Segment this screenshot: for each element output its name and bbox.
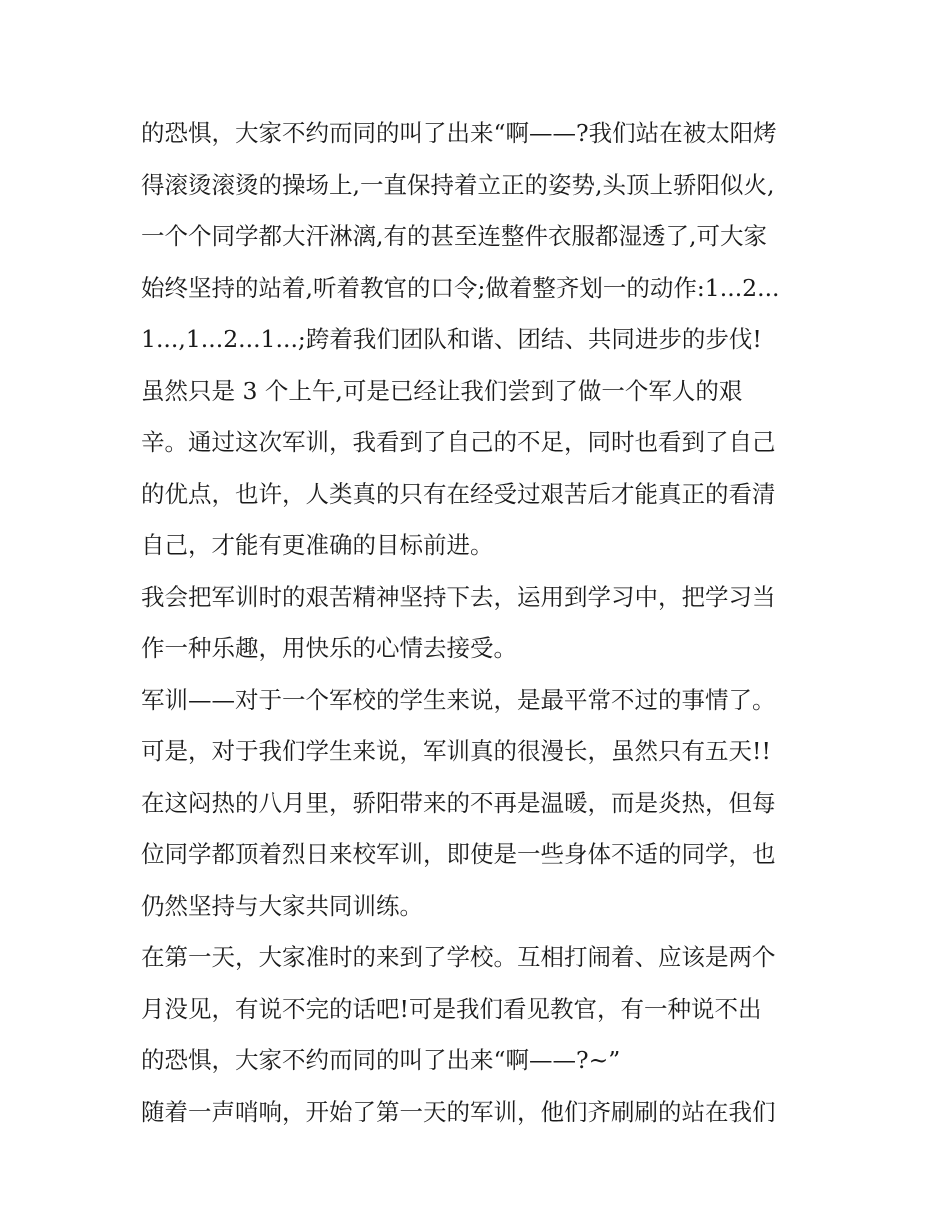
text-line: 可是，对于我们学生来说，军训真的很漫长，虽然只有五天!! <box>141 737 771 765</box>
text-line: 的恐惧，大家不约而同的叫了出来“啊——?我们站在被太阳烤 <box>141 119 777 147</box>
text-line: 位同学都顶着烈日来校军训，即使是一些身体不适的同学，也 <box>141 840 776 868</box>
text-line: 得滚烫滚烫的操场上,一直保持着立正的姿势,头顶上骄阳似火, <box>141 170 775 199</box>
text-line: 军训——对于一个军校的学生来说，是最平常不过的事情了。 <box>141 685 776 714</box>
text-line: 辛。通过这次军训，我看到了自己的不足，同时也看到了自己 <box>141 428 776 456</box>
text-line: 我会把军训时的艰苦精神坚持下去，运用到学习中，把学习当 <box>141 582 776 611</box>
text-line: 自己，才能有更准确的目标前进。 <box>141 531 494 559</box>
text-line: 的恐惧，大家不约而同的叫了出来“啊——?~” <box>141 1046 621 1074</box>
text-line: 1...,1...2...1...;跨着我们团队和谐、团结、共同进步的步伐! <box>141 325 762 353</box>
text-line: 始终坚持的站着,听着教官的口令;做着整齐划一的动作:1...2... <box>141 273 780 302</box>
text-line: 随着一声哨响，开始了第一天的军训，他们齐刷刷的站在我们 <box>141 1097 776 1126</box>
text-line: 一个个同学都大汗淋漓,有的甚至连整件衣服都湿透了,可大家 <box>141 222 767 250</box>
text-line: 在第一天，大家准时的来到了学校。互相打闹着、应该是两个 <box>141 943 776 971</box>
document-body <box>141 108 831 1138</box>
text-line: 的优点，也许，人类真的只有在经受过艰苦后才能真正的看清 <box>141 479 776 508</box>
text-line: 仍然坚持与大家共同训练。 <box>141 891 423 920</box>
text-line: 在这闷热的八月里，骄阳带来的不再是温暖，而是炎热，但每 <box>141 788 776 817</box>
text-line: 虽然只是 3 个上午,可是已经让我们尝到了做一个军人的艰 <box>141 376 743 405</box>
text-line: 月没见，有说不完的话吧!可是我们看见教官，有一种说不出 <box>141 994 762 1023</box>
text-line: 作一种乐趣，用快乐的心情去接受。 <box>141 634 517 662</box>
